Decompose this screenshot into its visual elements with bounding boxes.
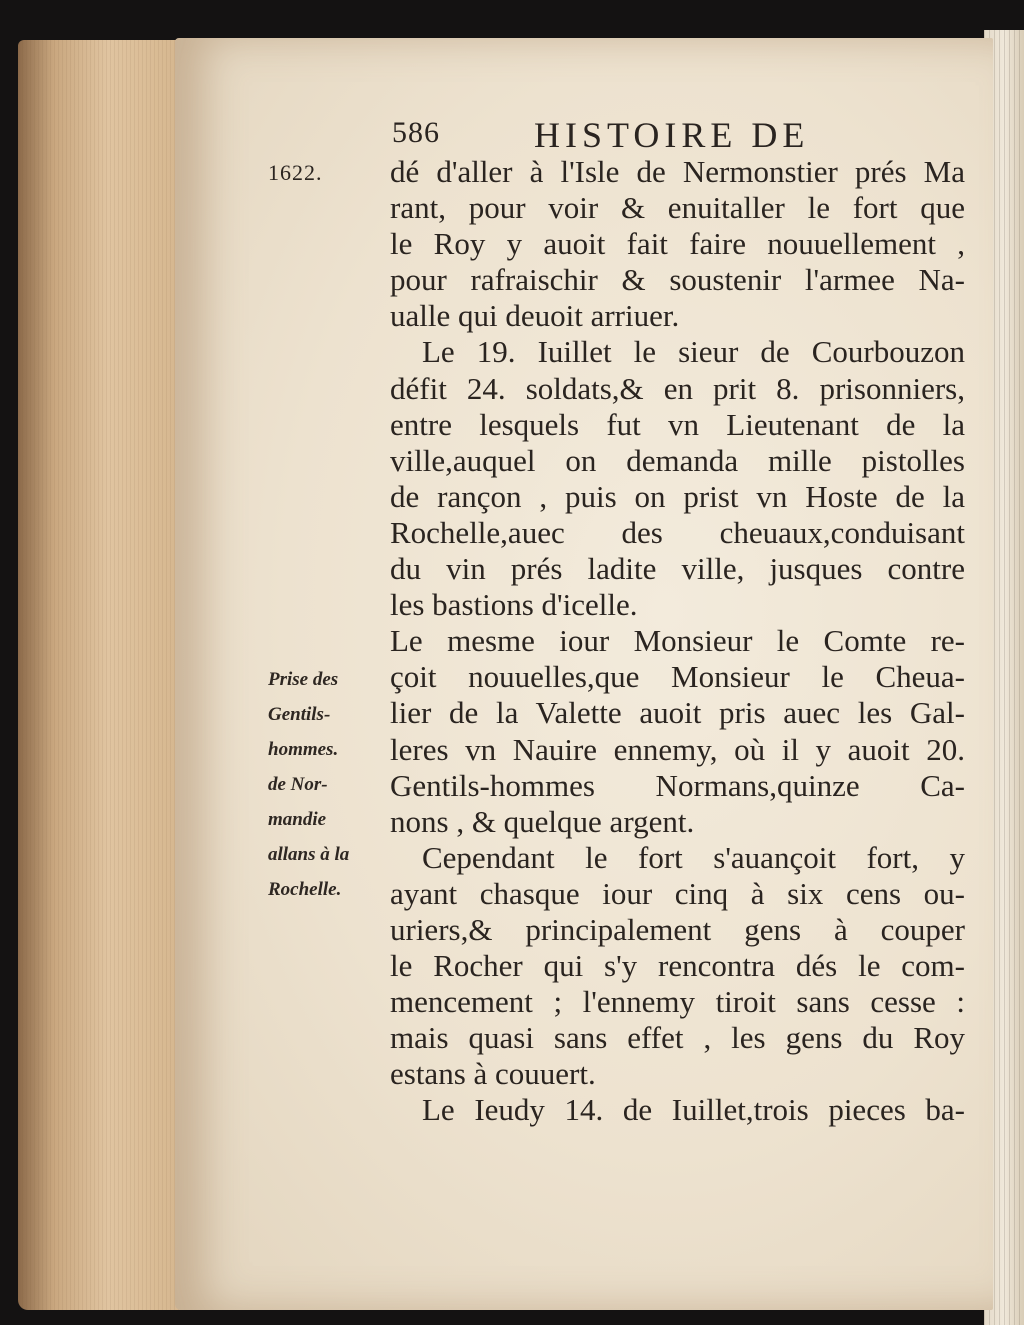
- text-line: leres vn Nauire ennemy, où il y auoit 20.: [390, 731, 965, 767]
- text-line: nons , & quelque argent.: [390, 803, 695, 839]
- text-line: lier de la Valette auoit pris auec les Gal-: [390, 695, 965, 731]
- body-text: [390, 154, 965, 1129]
- year-margin-note: 1622.: [268, 160, 323, 185]
- text-line: pour rafraischir & soustenir l'armee Na-: [390, 262, 965, 298]
- running-title: HISTOIRE DE: [534, 115, 810, 155]
- text-line: ualle qui deuoit arriuer.: [390, 298, 680, 334]
- text-line: le Roy y auoit fait faire nouuellement ,: [390, 226, 965, 262]
- text-line: çoit nouuelles,que Monsieur le Cheua-: [390, 659, 965, 695]
- text-line: ayant chasque iour cinq à six cens ou-: [390, 875, 965, 911]
- text-line: Le 19. Iuillet le sieur de Courbouzon: [422, 334, 965, 370]
- text-line: Rochelle,auec des cheuaux,conduisant: [390, 514, 965, 550]
- text-line: ville,auquel on demanda mille pistolles: [390, 442, 965, 478]
- page-number: 586: [392, 116, 440, 149]
- text-line: Le mesme iour Monsieur le Comte re-: [390, 623, 965, 659]
- text-line: défit 24. soldats,& en prit 8. prisonniers,: [390, 370, 965, 406]
- text-line: dé d'aller à l'Isle de Nermonstier prés Ma: [390, 154, 965, 189]
- text-line: de rançon , puis on prist vn Hoste de la: [390, 478, 965, 514]
- margin-note-line: Rochelle.: [268, 879, 342, 900]
- text-line: entre lesquels fut vn Lieutenant de la: [390, 406, 965, 442]
- running-header: [392, 116, 862, 156]
- margin-note-line: de Nor-: [268, 774, 328, 795]
- text-line: Gentils-hommes Normans,quinze Ca-: [390, 767, 965, 803]
- text-line: uriers,& principalement gens à couper: [390, 911, 965, 947]
- text-line: mais quasi sans effet , les gens du Roy: [390, 1020, 965, 1056]
- text-line: Cependant le fort s'auançoit fort, y: [422, 839, 965, 875]
- margin-note-line: Prise des: [268, 669, 339, 690]
- margin-note-line: allans à la: [268, 844, 350, 865]
- text-line: Le Ieudy 14. de Iuillet,trois pieces ba-: [422, 1092, 965, 1128]
- side-margin-note: [268, 662, 388, 907]
- margin-note-line: Gentils-: [268, 704, 331, 725]
- margin-note-line: hommes.: [268, 739, 339, 760]
- text-line: le Rocher qui s'y rencontra dés le com-: [390, 948, 965, 984]
- text-line: mencement ; l'ennemy tiroit sans cesse :: [390, 984, 965, 1020]
- text-line: rant, pour voir & enuitaller le fort que: [390, 190, 965, 226]
- text-line: estans à couuert.: [390, 1056, 596, 1092]
- text-line: du vin prés ladite ville, jusques contre: [390, 551, 965, 587]
- text-line: les bastions d'icelle.: [390, 587, 638, 623]
- margin-note-line: mandie: [268, 809, 327, 830]
